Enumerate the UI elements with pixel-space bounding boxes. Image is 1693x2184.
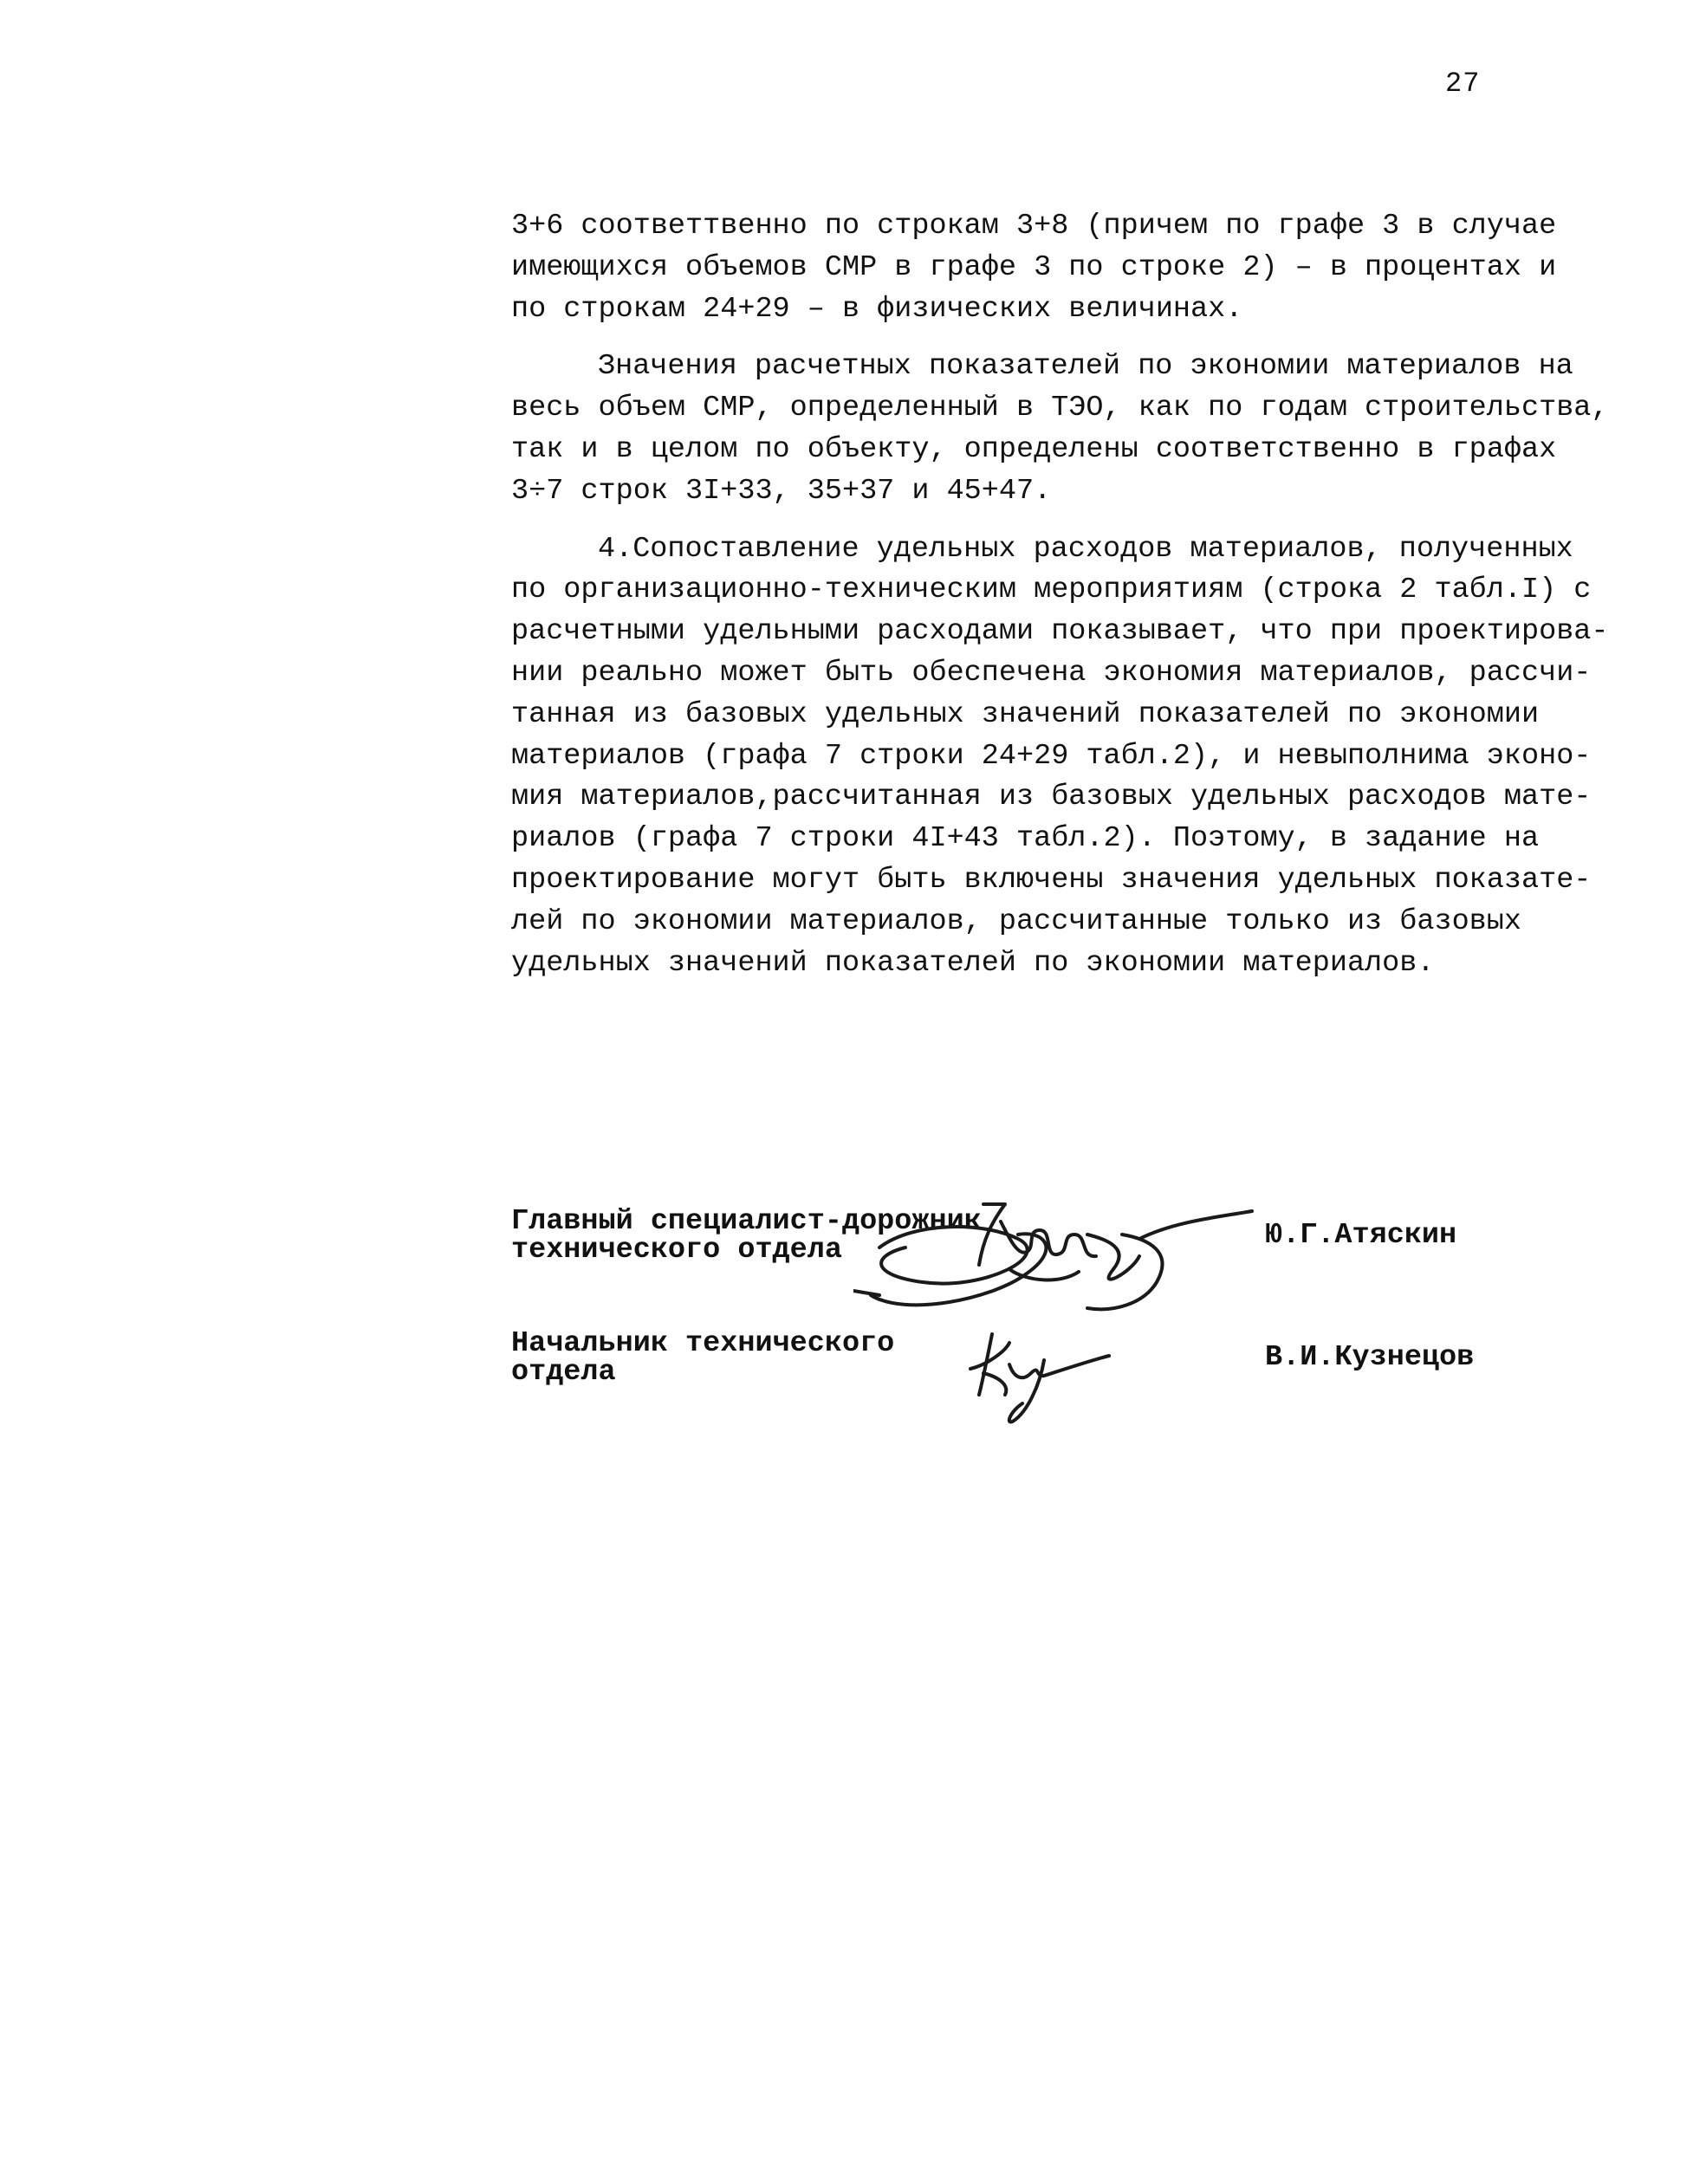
- signatory-name: Ю.Г.Атяскин: [1265, 1219, 1457, 1252]
- text-line: мия материалов,рассчитанная из базовых удельных расходов мате-: [511, 781, 1592, 814]
- text-line: имеющихся объемов СМР в графе 3 по строке 2) – в процентах и: [511, 250, 1557, 284]
- text-line: 4.Сопоставление удельных расходов материалов, полученных: [598, 532, 1573, 566]
- title-line: Главный специалист-дорожник: [511, 1205, 982, 1238]
- text-line: материалов (графа 7 строки 24+29 табл.2), и невыполнима эконо-: [511, 739, 1592, 773]
- text-line: риалов (графа 7 строки 4I+43 табл.2). Поэтому, в задание на: [511, 822, 1540, 856]
- handwritten-signature-1: [853, 1187, 1261, 1343]
- title-line: отдела: [511, 1356, 616, 1389]
- text-line: проектирование могут быть включены значения удельных показате-: [511, 863, 1592, 897]
- text-line: нии реально может быть обеспечена экономия материалов, рассчи-: [511, 656, 1592, 690]
- text-line: по строкам 24+29 – в физических величинах.: [511, 292, 1243, 326]
- text-line: расчетными удельными расходами показывает, что при проектирова-: [511, 615, 1609, 649]
- text-line: танная из базовых удельных значений показателей по экономии: [511, 697, 1540, 731]
- paragraph-3: [511, 529, 1609, 985]
- text-line: так и в целом по объекту, определены соответственно в графах: [511, 432, 1557, 466]
- paragraph-2: [511, 347, 1609, 512]
- text-line: по организационно-техническим мероприятиям (строка 2 табл.I) с: [511, 574, 1592, 607]
- title-line: технического отдела: [511, 1234, 842, 1267]
- signatory-title: [511, 1327, 895, 1389]
- text-line: лей по экономии материалов, рассчитанные только из базовых: [511, 904, 1521, 938]
- page-number: 27: [1445, 68, 1481, 100]
- signatory-name: В.И.Кузнецов: [1265, 1341, 1475, 1374]
- document-body: [511, 206, 1609, 984]
- paragraph-1: [511, 206, 1557, 330]
- text-line: весь объем СМР, определенный в ТЭО, как по годам строительства,: [511, 392, 1609, 425]
- text-line: Значения расчетных показателей по экономии материалов на: [598, 350, 1573, 384]
- handwritten-signature-2: [962, 1325, 1118, 1429]
- title-line: Начальник технического: [511, 1327, 895, 1360]
- text-line: удельных значений показателей по экономии материалов.: [511, 946, 1435, 980]
- text-line: 3÷7 строк 3I+33, 35+37 и 45+47.: [511, 474, 1052, 508]
- text-line: 3+6 соответтвенно по строкам 3+8 (причем по графе 3 в случае: [511, 210, 1557, 243]
